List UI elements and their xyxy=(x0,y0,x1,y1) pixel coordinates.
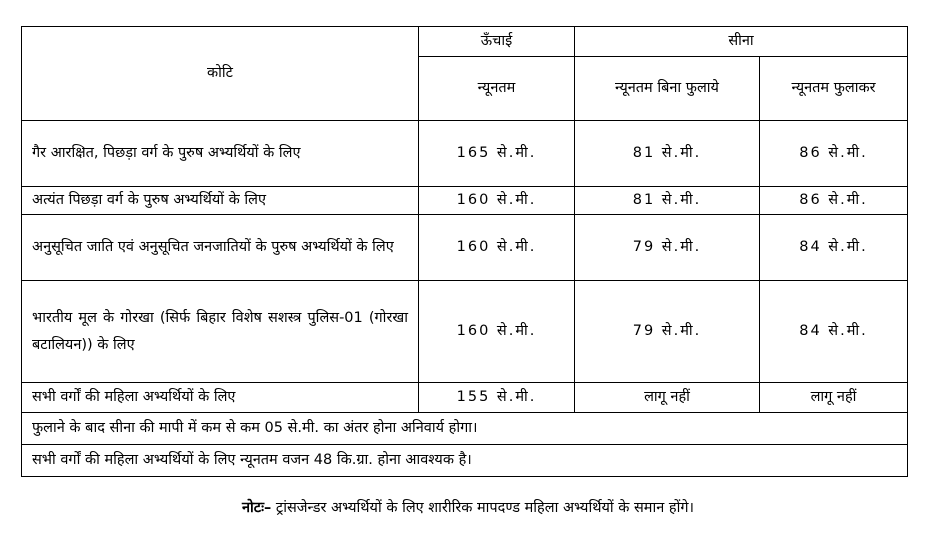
row-height: 160 से.मी. xyxy=(419,187,575,215)
row-chest-min: 79 से.मी. xyxy=(575,215,760,281)
row-chest-expanded: 86 से.मी. xyxy=(760,187,908,215)
row-chest-expanded: लागू नहीं xyxy=(760,383,908,413)
header-chest: सीना xyxy=(575,27,908,57)
note xyxy=(0,497,936,517)
row-category: अत्यंत पिछड़ा वर्ग के पुरुष अभ्यर्थियों के लिए xyxy=(22,187,419,215)
row-chest-expanded: 84 से.मी. xyxy=(760,281,908,383)
table-row xyxy=(22,121,908,187)
row-height: 165 से.मी. xyxy=(419,121,575,187)
subheader-height-min: न्यूनतम xyxy=(419,57,575,121)
row-chest-min: 81 से.मी. xyxy=(575,121,760,187)
note-label: नोटः– xyxy=(241,500,272,516)
row-category: भारतीय मूल के गोरखा (सिर्फ बिहार विशेष सशस्त्र पुलिस-01 (गोरखा बटालियन)) के लिए xyxy=(22,281,419,383)
row-height: 160 से.मी. xyxy=(419,281,575,383)
row-chest-min: 81 से.मी. xyxy=(575,187,760,215)
table-row xyxy=(22,281,908,383)
header-height: ऊँचाई xyxy=(419,27,575,57)
table-row xyxy=(22,187,908,215)
row-chest-min: 79 से.मी. xyxy=(575,281,760,383)
table-row xyxy=(22,215,908,281)
table-row xyxy=(22,383,908,413)
footnote-women-weight: सभी वर्गों की महिला अभ्यर्थियों के लिए न्यूनतम वजन 48 कि.ग्रा. होना आवश्यक है। xyxy=(22,445,908,477)
subheader-chest-unexpanded: न्यूनतम बिना फुलाये xyxy=(575,57,760,121)
row-height: 160 से.मी. xyxy=(419,215,575,281)
row-category: अनुसूचित जाति एवं अनुसूचित जनजातियों के पुरुष अभ्यर्थियों के लिए xyxy=(22,215,419,281)
row-height: 155 से.मी. xyxy=(419,383,575,413)
row-category: सभी वर्गों की महिला अभ्यर्थियों के लिए xyxy=(22,383,419,413)
header-category: कोटि xyxy=(22,27,419,121)
footnote-chest-expansion: फुलाने के बाद सीना की मापी में कम से कम 05 से.मी. का अंतर होना अनिवार्य होगा। xyxy=(22,413,908,445)
physical-criteria-table xyxy=(21,26,908,477)
row-category: गैर आरक्षित, पिछड़ा वर्ग के पुरुष अभ्यर्थियों के लिए xyxy=(22,121,419,187)
subheader-chest-expanded: न्यूनतम फुलाकर xyxy=(760,57,908,121)
row-chest-expanded: 84 से.मी. xyxy=(760,215,908,281)
row-chest-expanded: 86 से.मी. xyxy=(760,121,908,187)
note-text: ट्रांसजेन्डर अभ्यर्थियों के लिए शारीरिक मापदण्ड महिला अभ्यर्थियों के समान होंगे। xyxy=(271,500,695,516)
row-chest-min: लागू नहीं xyxy=(575,383,760,413)
